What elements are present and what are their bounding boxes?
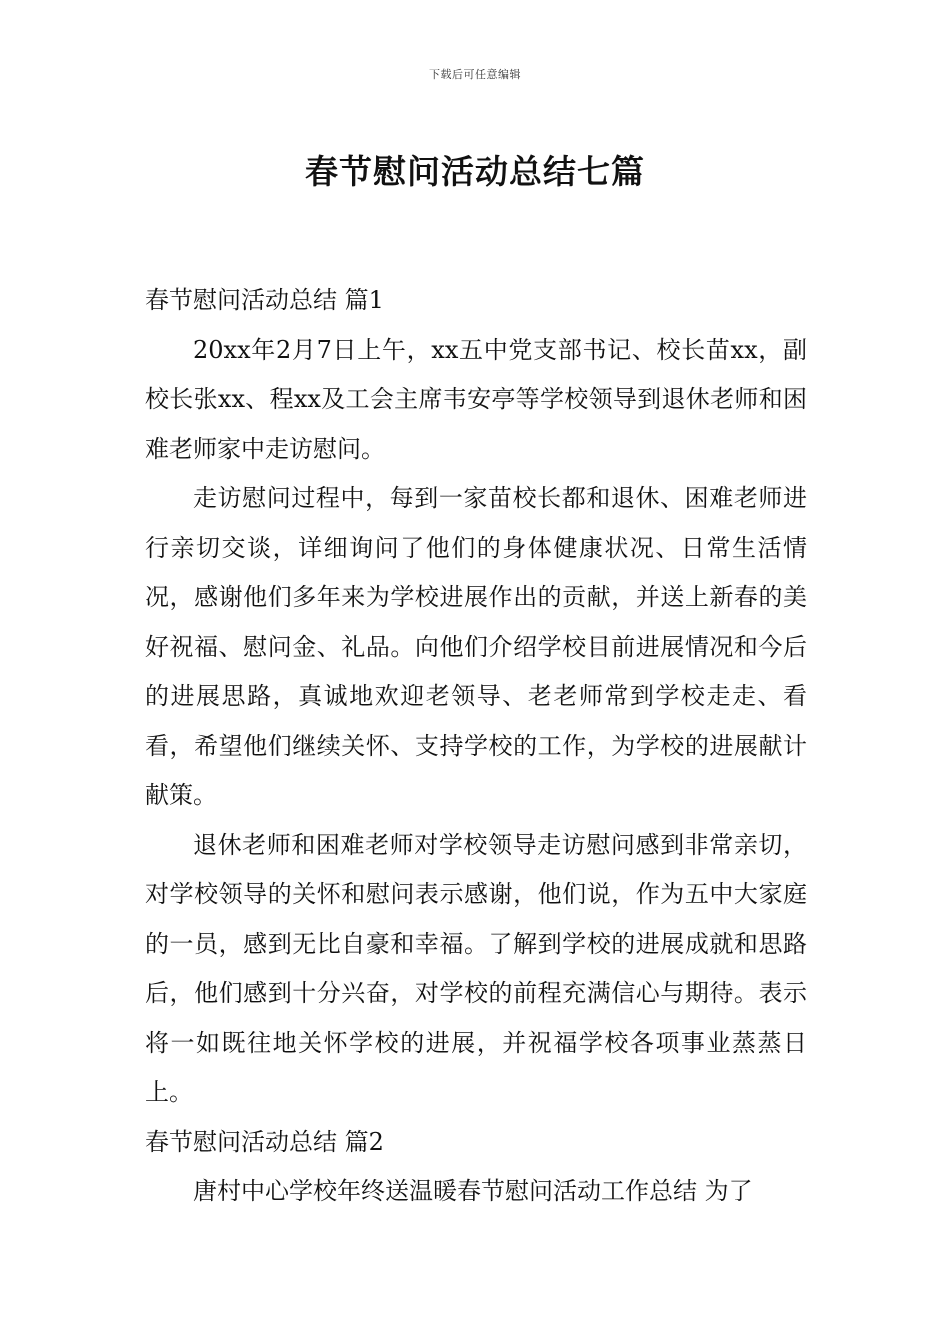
paragraph: 20xx年2月7日上午，xx五中党支部书记、校长苗xx，副校长张xx、程xx及工会主席韦安亭等学校领导到退休老师和困难老师家中走访慰问。 — [145, 335, 807, 463]
document-title: 春节慰问活动总结七篇 — [305, 152, 645, 192]
document-body — [145, 276, 807, 1217]
paragraph: 退休老师和困难老师对学校领导走访慰问感到非常亲切，对学校领导的关怀和慰问表示感谢，他们说，作为五中大家庭的一员，感到无比自豪和幸福。了解到学校的进展成就和思路后，他们感到十分兴奋，对学校的前程充满信心与期待。表示将一如既往地关怀学校的进展，并祝福学校各项事业蒸蒸日上。 — [145, 830, 807, 1106]
section-1 — [145, 276, 807, 1118]
section-heading: 春节慰问活动总结 篇2 — [145, 1127, 384, 1156]
paragraph: 走访慰问过程中，每到一家苗校长都和退休、困难老师进行亲切交谈，详细询问了他们的身体健康状况、日常生活情况，感谢他们多年来为学校进展作出的贡献，并送上新春的美好祝福、慰问金、礼品。向他们介绍学校目前进展情况和今后的进展思路，真诚地欢迎老领导、老老师常到学校走走、看看，希望他们继续关怀、支持学校的工作，为学校的进展献计献策。 — [145, 484, 807, 809]
paragraph: 唐村中心学校年终送温暖春节慰问活动工作总结 为了 — [193, 1177, 753, 1205]
section-2 — [145, 1118, 807, 1217]
section-heading: 春节慰问活动总结 篇1 — [145, 286, 384, 314]
page-header-note: 下载后可任意编辑 — [429, 68, 521, 81]
